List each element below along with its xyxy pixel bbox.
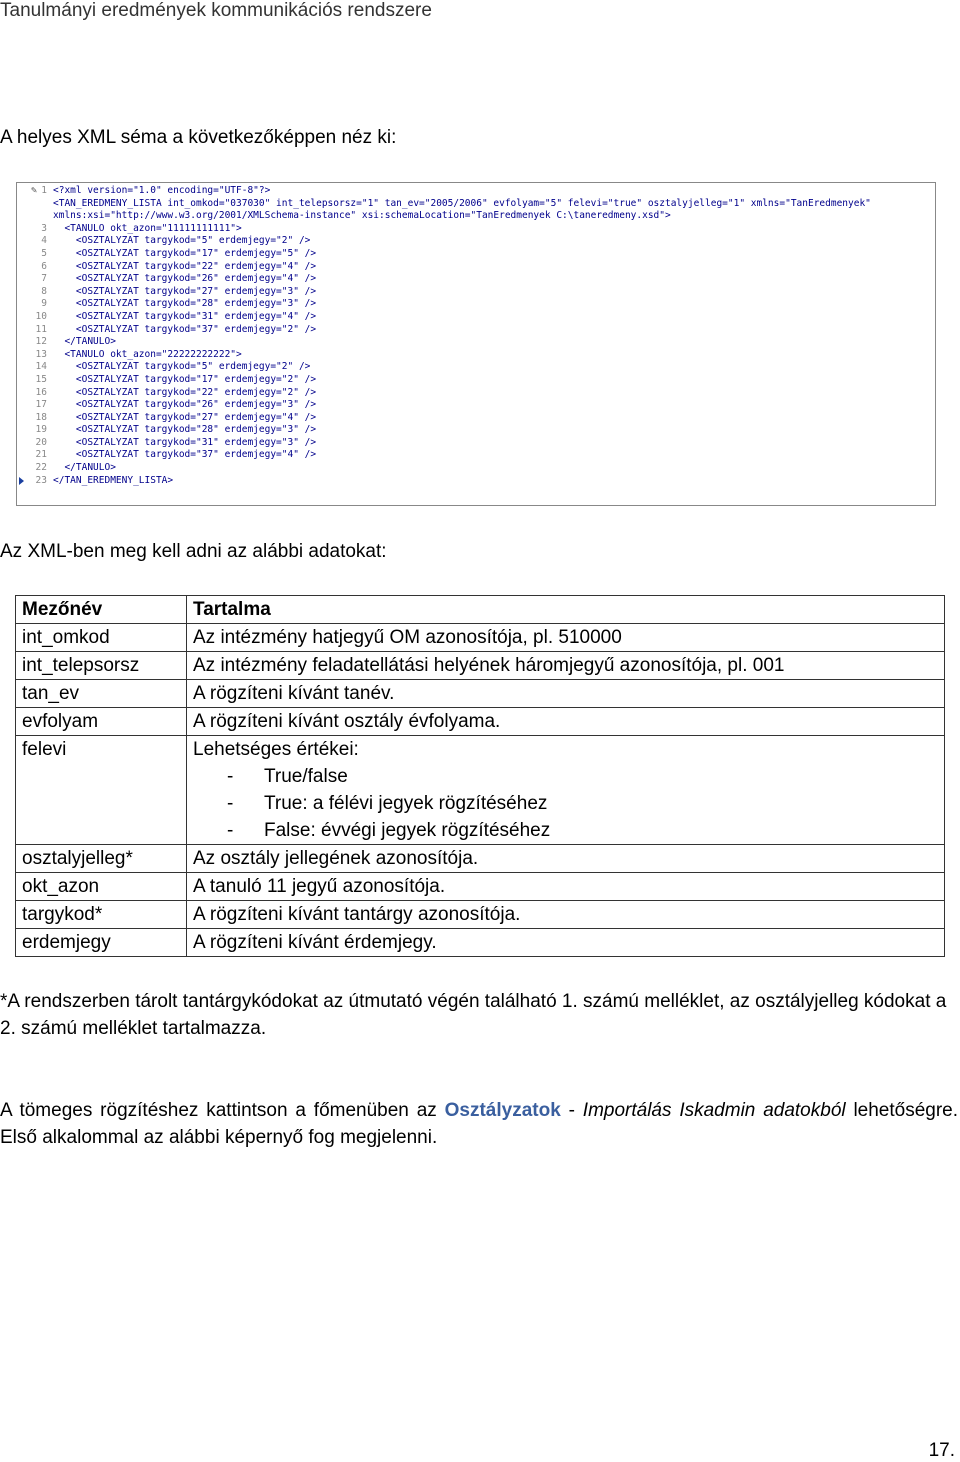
code-line [17,475,935,488]
field-name-cell: int_omkod [16,624,187,652]
field-content-text: Az intézmény hatjegyű OM azonosítója, pl. 510000 [193,627,622,648]
code-text: <OSZTALYZAT targykod="37" erdemjegy="4" /> [53,449,317,461]
field-content-cell [187,845,945,873]
code-line [17,424,935,437]
current-line-caret-icon [19,477,24,485]
code-text: <TAN_EREDMENY_LISTA int_omkod="037030" int_telepsorsz="1" tan_ev="2005/2006" evfolyam="5" felevi="true" osztalyjelleg="1" xmlns="TanEredmenyek" [53,197,871,209]
field-content-text: A rögzíteni kívánt tanév. [193,683,395,704]
value-list-item: - False: évvégi jegyek rögzítéséhez [193,817,938,844]
code-line [17,286,935,299]
code-line [17,412,935,425]
code-text: <OSZTALYZAT targykod="27" erdemjegy="4" /> [53,411,317,423]
code-line [17,273,935,286]
code-text: <OSZTALYZAT targykod="17" erdemjegy="5" /> [53,247,317,259]
line-number [17,210,53,223]
field-content-text: A rögzíteni kívánt osztály évfolyama. [193,711,501,732]
field-content-text: A tanuló 11 jegyű azonosítója. [193,876,446,897]
instruction-text-after: lehetőségre. Első alkalommal az alábbi képernyő fog megjelenni. [0,1100,959,1148]
field-name-cell: erdemjegy [16,929,187,957]
line-number [17,198,53,211]
field-content-cell [187,680,945,708]
field-content-cell [187,873,945,901]
code-text: <OSZTALYZAT targykod="31" erdemjegy="3" /> [53,436,317,448]
code-text: <OSZTALYZAT targykod="26" erdemjegy="4" /> [53,273,317,285]
field-name-cell: evfolyam [16,708,187,736]
table-row [16,845,945,873]
field-name-cell: okt_azon [16,873,187,901]
table-row [16,873,945,901]
code-text: </TANULO> [53,336,116,348]
code-line [17,324,935,337]
field-content-text: Lehetséges értékei: [193,739,359,760]
code-text: <OSZTALYZAT targykod="28" erdemjegy="3" /> [53,424,317,436]
fields-intro: Az XML-ben meg kell adni az alábbi adatokat: [0,541,387,562]
value-list-item: - True: a félévi jegyek rögzítéséhez [193,790,938,817]
code-text: </TANULO> [53,462,116,474]
line-number: 6 [41,260,47,272]
line-number: 16 [35,386,47,398]
code-text: <?xml version="1.0" encoding="UTF-8"?> [53,185,271,196]
code-line [17,336,935,349]
column-header-fieldname: Mezőnév [16,596,187,624]
instruction-text-before: A tömeges rögzítéshez kattintson a főmenüben az [0,1100,445,1121]
field-name-cell: targykod* [16,901,187,929]
code-line [17,223,935,236]
field-content-cell [187,901,945,929]
line-number: 5 [41,247,47,259]
code-text: <OSZTALYZAT targykod="26" erdemjegy="3" /> [53,399,317,411]
line-number: 3 [41,222,47,234]
field-content-text: Az osztály jellegének azonosítója. [193,848,479,869]
line-number: 18 [35,411,47,423]
xml-code-screenshot [16,182,936,506]
code-line [17,449,935,462]
line-number: 8 [41,285,47,297]
table-row [16,708,945,736]
line-number: 23 [35,474,47,486]
menu-name-osztalyzatok: Osztályzatok [444,1100,561,1121]
code-text: <OSZTALYZAT targykod="5" erdemjegy="2" /> [53,361,311,373]
field-name-cell: tan_ev [16,680,187,708]
table-row [16,736,945,845]
code-line [17,185,935,198]
line-number: 15 [35,373,47,385]
field-content-cell [187,708,945,736]
line-number: 9 [41,298,47,310]
table-row [16,929,945,957]
field-name-cell: felevi [16,736,187,845]
code-line [17,311,935,324]
line-number: 19 [35,424,47,436]
value-list-item: - True/false [193,763,938,790]
code-text: <OSZTALYZAT targykod="31" erdemjegy="4" /> [53,310,317,322]
instruction-separator: - [560,1100,583,1121]
column-header-content: Tartalma [187,596,945,624]
footnote: *A rendszerben tárolt tantárgykódokat az útmutató végén található 1. számú melléklet, az osztályjelleg kódokat a 2. számú melléklet tartalmazza. [0,991,947,1039]
code-text: xmlns:xsi="http://www.w3.org/2001/XMLSchema-instance" xsi:schemaLocation="TanEredmenyek C:\taneredmeny.xsd"> [53,210,671,222]
fields-table [15,595,945,957]
code-line [17,462,935,475]
code-line [17,399,935,412]
edit-pencil-icon: ✎ [31,185,38,196]
line-number: 17 [35,399,47,411]
field-name-cell: int_telepsorsz [16,652,187,680]
line-number: 20 [35,436,47,448]
code-line [17,235,935,248]
line-number: 10 [35,310,47,322]
code-line [17,198,935,211]
code-line [17,374,935,387]
field-content-cell [187,929,945,957]
code-text: <TANULO okt_azon="11111111111"> [53,222,242,234]
line-number: 21 [35,449,47,461]
instruction-paragraph [0,1097,958,1151]
line-number: 11 [35,323,47,335]
code-text: <OSZTALYZAT targykod="37" erdemjegy="2" /> [53,323,317,335]
field-content-cell [187,652,945,680]
code-text: <OSZTALYZAT targykod="17" erdemjegy="2" /> [53,373,317,385]
field-name-cell: osztalyjelleg* [16,845,187,873]
table-header-row [16,596,945,624]
code-text: <OSZTALYZAT targykod="22" erdemjegy="4" /> [53,260,317,272]
code-line [17,361,935,374]
code-line [17,298,935,311]
code-text: <OSZTALYZAT targykod="22" erdemjegy="2" /> [53,386,317,398]
code-text: <OSZTALYZAT targykod="5" erdemjegy="2" /> [53,235,311,247]
field-content-text: A rögzíteni kívánt tantárgy azonosítója. [193,904,521,925]
field-content-text: A rögzíteni kívánt érdemjegy. [193,932,437,953]
code-text: <OSZTALYZAT targykod="28" erdemjegy="3" /> [53,298,317,310]
table-row [16,901,945,929]
line-number: 7 [41,273,47,285]
line-number: 12 [35,336,47,348]
line-number: 14 [35,361,47,373]
code-text: <TANULO okt_azon="22222222222"> [53,348,242,360]
field-content-text: Az intézmény feladatellátási helyének háromjegyű azonosítója, pl. 001 [193,655,785,676]
code-text: </TAN_EREDMENY_LISTA> [53,474,174,486]
code-line [17,387,935,400]
line-number: 1 [41,185,47,196]
field-content-cell [187,624,945,652]
page-number: 17. [928,1440,955,1461]
code-line [17,349,935,362]
intro-text: A helyes XML séma a következőképpen néz ki: [0,127,397,148]
document-header: Tanulmányi eredmények kommunikációs rendszere [0,0,432,21]
code-line [17,261,935,274]
code-line [17,437,935,450]
code-line [17,248,935,261]
line-number: 4 [41,235,47,247]
field-content-cell [187,736,945,845]
table-row [16,652,945,680]
line-number: 13 [35,348,47,360]
code-line [17,210,935,223]
table-row [16,624,945,652]
line-number: 22 [35,462,47,474]
code-text: <OSZTALYZAT targykod="27" erdemjegy="3" /> [53,285,317,297]
menu-item-importalas: Importálás Iskadmin adatokból [582,1100,846,1121]
table-row [16,680,945,708]
